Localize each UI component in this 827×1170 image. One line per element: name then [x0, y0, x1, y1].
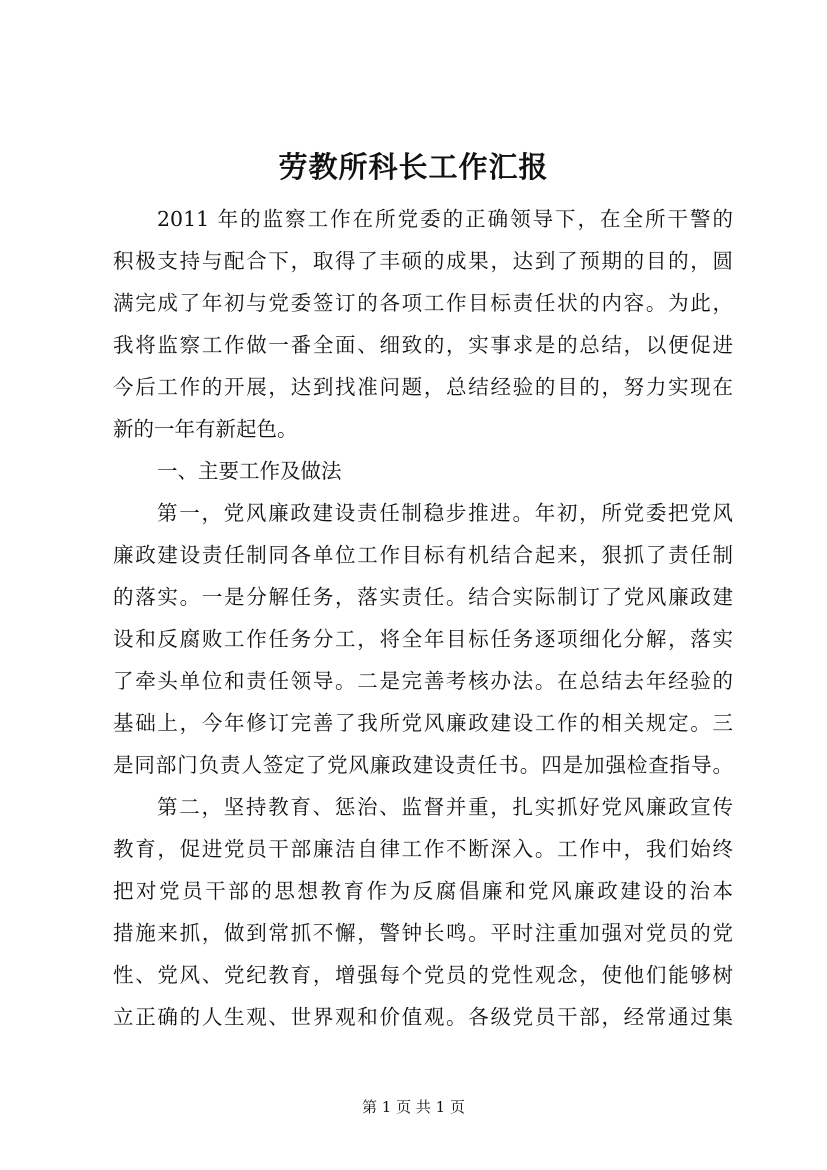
paragraph-line: 今后工作的开展，达到找准问题，总结经验的目的，努力实现在 [113, 375, 733, 399]
paragraph-line: 第二，坚持教育、惩治、监督并重，扎实抓好党风廉政宣传 [157, 795, 733, 819]
paragraph-line: 是同部门负责人签定了党风廉政建设责任书。四是加强检查指导。 [113, 753, 733, 777]
paragraph-line: 新的一年有新起色。 [113, 417, 298, 441]
paragraph-line: 设和反腐败工作任务分工，将全年目标任务逐项细化分解，落实 [113, 627, 733, 651]
paragraph-line: 满完成了年初与党委签订的各项工作目标责任状的内容。为此， [113, 291, 733, 315]
section-heading: 一、主要工作及做法 [157, 459, 342, 483]
paragraph-line: 2011 年的监察工作在所党委的正确领导下，在全所干警的 [157, 207, 733, 231]
paragraph-line: 第一，党风廉政建设责任制稳步推进。年初，所党委把党风 [157, 501, 733, 525]
page-footer: 第 1 页 共 1 页 [362, 1098, 465, 1116]
paragraph-line: 立正确的人生观、世界观和价值观。各级党员干部，经常通过集 [113, 1005, 733, 1029]
paragraph-line: 了牵头单位和责任领导。二是完善考核办法。在总结去年经验的 [113, 669, 733, 693]
paragraph-line: 基础上，今年修订完善了我所党风廉政建设工作的相关规定。三 [113, 711, 733, 735]
paragraph-line: 把对党员干部的思想教育作为反腐倡廉和党风廉政建设的治本 [113, 879, 733, 903]
paragraph-line: 廉政建设责任制同各单位工作目标有机结合起来，狠抓了责任制 [113, 543, 733, 567]
document-body [113, 198, 733, 1038]
paragraph-line: 积极支持与配合下，取得了丰硕的成果，达到了预期的目的，圆 [113, 249, 733, 273]
paragraph-line: 我将监察工作做一番全面、细致的，实事求是的总结，以便促进 [113, 333, 733, 357]
paragraph-line: 教育，促进党员干部廉洁自律工作不断深入。工作中，我们始终 [113, 837, 733, 861]
paragraph-line: 性、党风、党纪教育，增强每个党员的党性观念，使他们能够树 [113, 963, 733, 987]
document-title: 劳教所科长工作汇报 [278, 150, 549, 184]
paragraph-line: 措施来抓，做到常抓不懈，警钟长鸣。平时注重加强对党员的党 [113, 921, 733, 945]
paragraph-line: 的落实。一是分解任务，落实责任。结合实际制订了党风廉政建 [113, 585, 733, 609]
